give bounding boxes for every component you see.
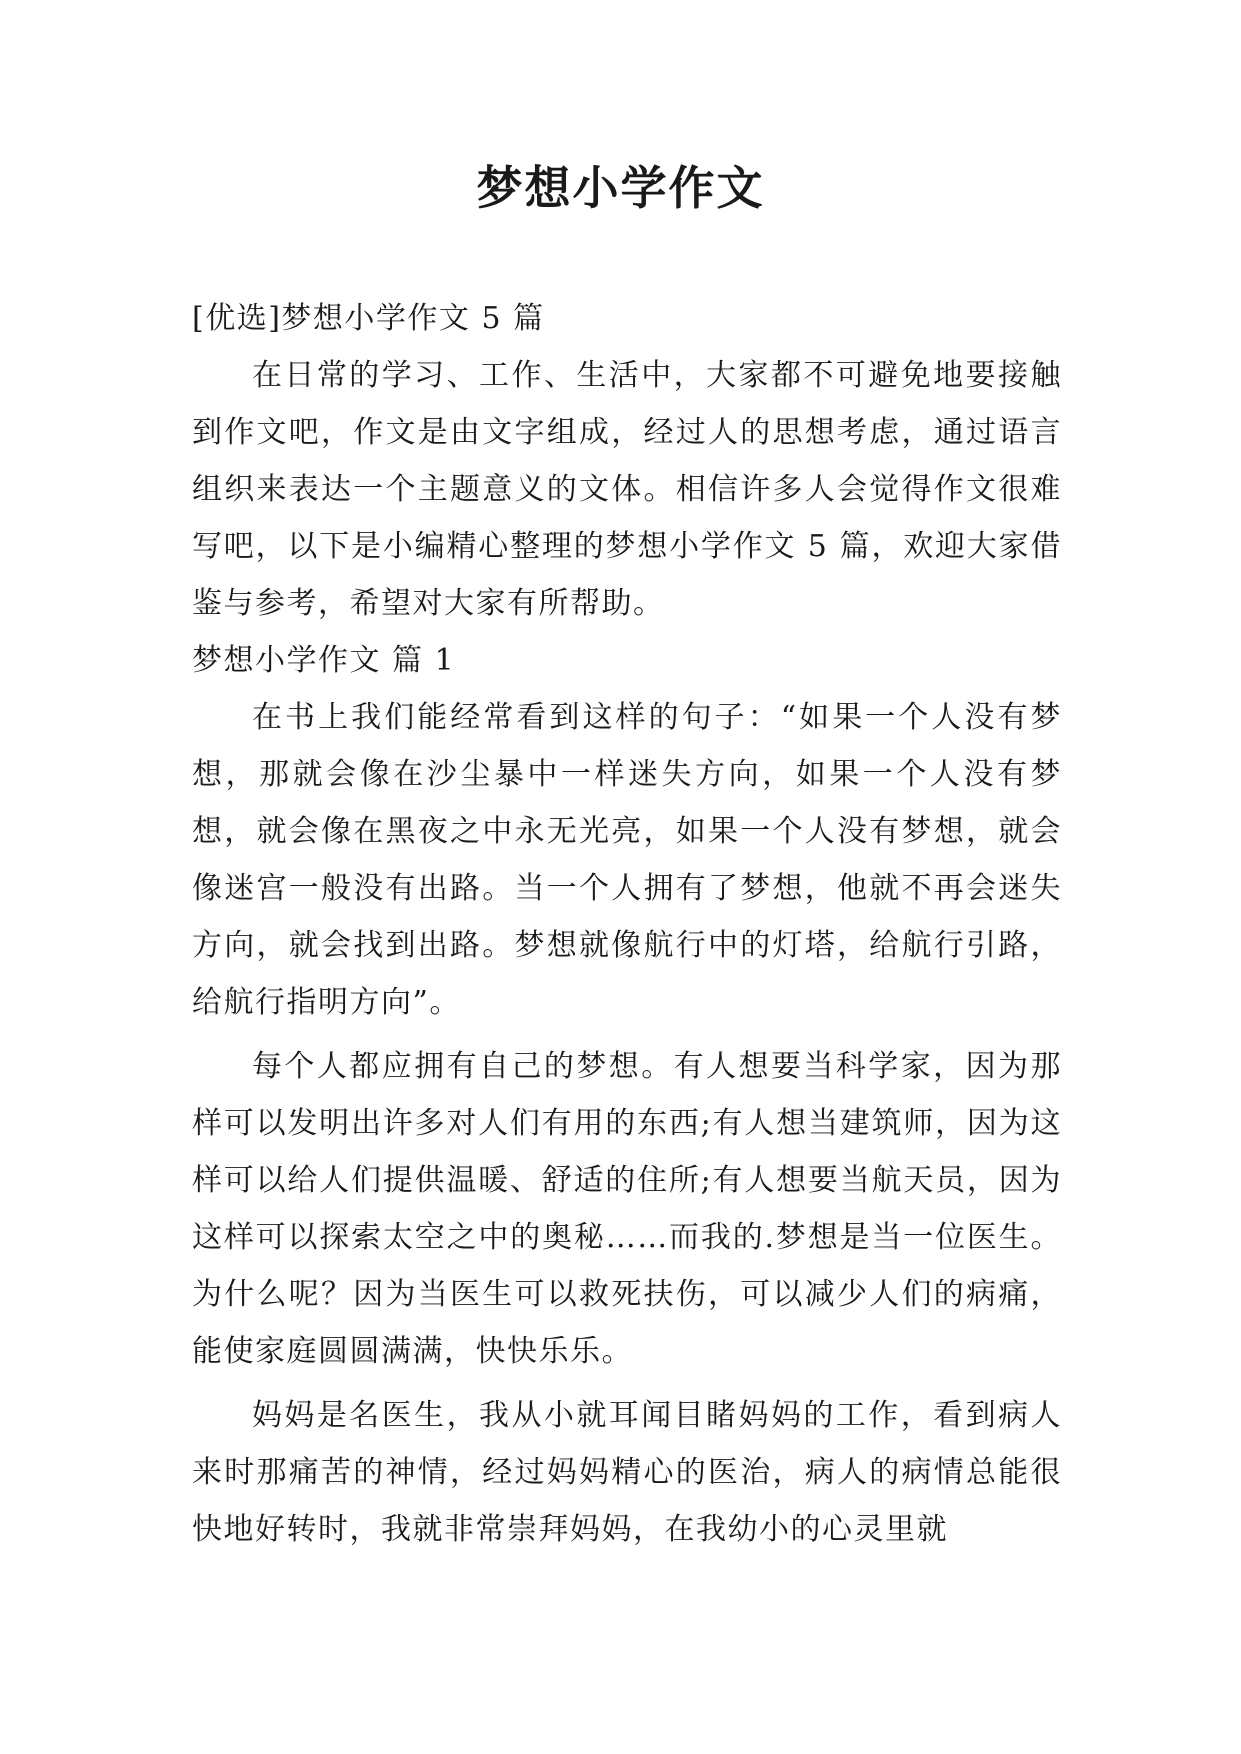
document-title: 梦想小学作文 — [476, 161, 765, 215]
body-paragraph-1: 在书上我们能经常看到这样的句子：“如果一个人没有梦想，那就会像在沙尘暴中一样迷失方向，如果一个人没有梦想，就会像在黑夜之中永无光亮，如果一个人没有梦想，就会像迷宫一般没有出路。当一个人拥有了梦想，他就不再会迷失方向，就会找到出路。梦想就像航行中的灯塔，给航行引路，给航行指明方向”。 — [192, 700, 1062, 1020]
document-subtitle: [优选]梦想小学作文 5 篇 — [192, 301, 545, 336]
body-paragraph-3: 妈妈是名医生，我从小就耳闻目睹妈妈的工作，看到病人来时那痛苦的神情，经过妈妈精心的医治，病人的病情总能很快地好转时，我就非常崇拜妈妈，在我幼小的心灵里就 — [192, 1398, 1062, 1547]
section-heading: 梦想小学作文 篇 1 — [192, 643, 456, 678]
intro-paragraph: 在日常的学习、工作、生活中，大家都不可避免地要接触到作文吧，作文是由文字组成，经过人的思想考虑，通过语言组织来表达一个主题意义的文体。相信许多人会觉得作文很难写吧，以下是小编精心整理的梦想小学作文 5 篇，欢迎大家借鉴与参考，希望对大家有所帮助。 — [192, 358, 1062, 621]
body-paragraph-2: 每个人都应拥有自己的梦想。有人想要当科学家，因为那样可以发明出许多对人们有用的东西;有人想当建筑师，因为这样可以给人们提供温暖、舒适的住所;有人想要当航天员，因为这样可以探索太空之中的奥秘……而我的.梦想是当一位医生。为什么呢？因为当医生可以救死扶伤，可以减少人们的病痛，能使家庭圆圆满满，快快乐乐。 — [192, 1049, 1062, 1369]
document-body — [192, 290, 1062, 1558]
